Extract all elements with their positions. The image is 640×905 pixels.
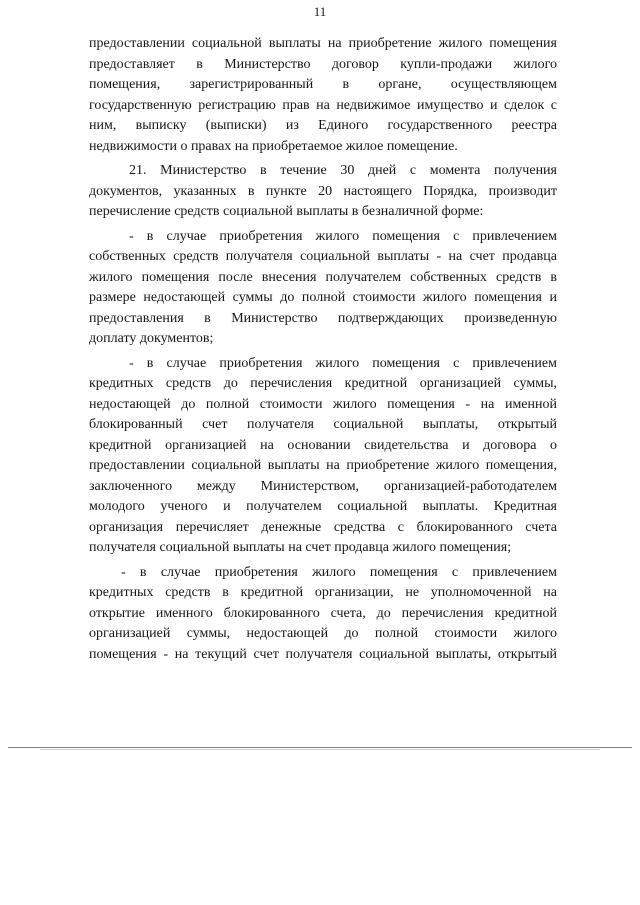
- text-line: получателя социальной выплаты на счет продавца жилого помещения;: [89, 540, 512, 555]
- text-line: - в случае приобретения жилого помещения с привлечением: [129, 228, 557, 244]
- page-bottom-rule: [8, 747, 632, 748]
- text-line: ним, выписку (выписки) из Единого государственного реестра: [89, 118, 557, 133]
- text-line: недостающей до полной стоимости жилого помещения - на именной: [89, 396, 557, 412]
- paragraph-21: [89, 161, 557, 223]
- text-line: перечисление средств социальной выплаты в безналичной форме:: [89, 204, 484, 219]
- text-line: государственную регистрацию прав на недвижимое имущество и сделок с: [89, 97, 557, 113]
- text-line: организацией суммы, недостающей до полной стоимости жилого: [89, 626, 557, 641]
- document-body: [89, 34, 557, 665]
- page-bottom-rule-shadow: [40, 749, 600, 750]
- text-line: - в случае приобретения жилого помещения с привлечением: [129, 355, 557, 371]
- text-line: организация перечисляет денежные средства с блокированного счета: [89, 519, 557, 535]
- text-line: недвижимости о правах на приобретаемое жилое помещение.: [89, 138, 458, 154]
- text-line: жилого помещения после внесения получателем собственных средств в: [89, 269, 557, 285]
- paragraph-continuation: [89, 34, 557, 157]
- text-line: доплату документов;: [89, 331, 214, 346]
- text-line: молодого ученого и получателем социальной выплаты. Кредитная: [89, 499, 557, 514]
- text-line: предоставлении социальной выплаты на приобретение жилого помещения,: [89, 458, 557, 473]
- text-line: предоставлении социальной выплаты на приобретение жилого помещения: [89, 36, 557, 51]
- text-line: кредитных средств в кредитной организации, не уполномоченной на: [89, 585, 557, 600]
- text-line: кредитной организацией на основании свидетельства и договора о: [89, 437, 557, 453]
- text-line: размере недостающей суммы до полной стоимости жилого помещения и: [89, 290, 557, 305]
- text-line: помещения, зарегистрированный в органе, осуществляющем: [89, 77, 557, 92]
- page-number: 11: [313, 4, 327, 19]
- text-line: кредитных средств до перечисления кредитной организацией суммы,: [89, 376, 557, 391]
- paragraph-own-funds: [89, 227, 557, 350]
- paragraph-credit-funds: [89, 354, 557, 559]
- text-line: заключенного между Министерством, организацией-работодателем: [89, 478, 557, 494]
- text-line: - в случае приобретения жилого помещения с привлечением: [121, 564, 557, 580]
- text-line: блокированный счет получателя социальной выплаты, открытый: [89, 417, 557, 432]
- text-line: открытие именного блокированного счета, до перечисления кредитной: [89, 605, 557, 621]
- paragraph-non-authorized-bank: [89, 563, 557, 666]
- text-line: 21. Министерство в течение 30 дней с момента получения: [129, 163, 557, 178]
- text-line: помещения - на текущий счет получателя социальной выплаты, открытый: [89, 646, 557, 662]
- text-line: собственных средств получателя социальной выплаты - на счет продавца: [89, 249, 557, 264]
- text-line: предоставления в Министерство подтверждающих произведенную: [89, 310, 557, 326]
- text-line: предоставляет в Министерство договор купли-продажи жилого: [89, 56, 557, 72]
- text-line: документов, указанных в пункте 20 настоящего Порядка, производит: [89, 183, 557, 199]
